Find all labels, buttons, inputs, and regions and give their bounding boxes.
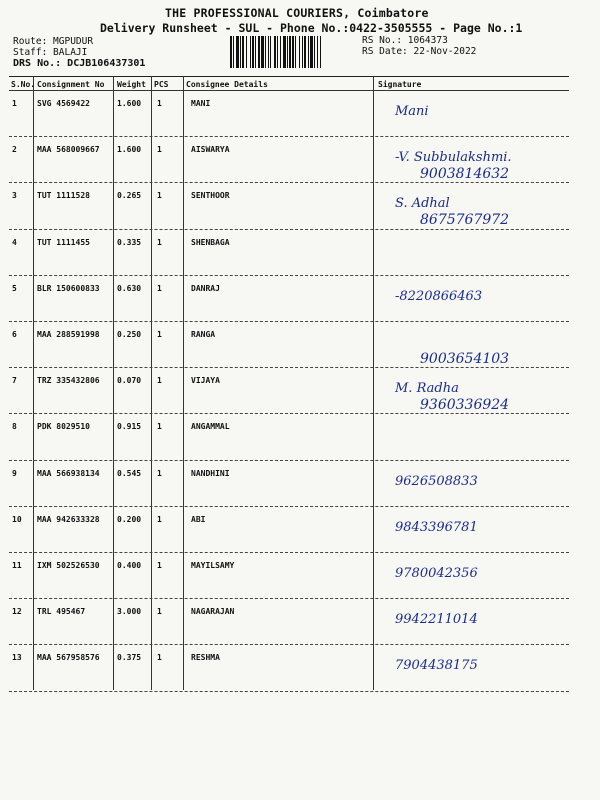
row-consignee: MAYILSAMY xyxy=(191,561,235,570)
row-sno: 11 xyxy=(12,561,22,570)
row-consignment-no: TUT 1111455 xyxy=(37,237,90,247)
row-signature-phone: 9360336924 xyxy=(420,397,510,414)
row-sno: 5 xyxy=(12,283,17,293)
row-consignee: ANGAMMAL xyxy=(191,422,230,432)
row-consignment-no: BLR 150600833 xyxy=(37,283,100,293)
row-pcs: 1 xyxy=(157,561,162,570)
row-pcs: 1 xyxy=(157,653,162,663)
row-sno: 9 xyxy=(12,468,17,478)
row-consignee: NANDHINI xyxy=(191,468,230,478)
row-weight: 0.915 xyxy=(117,422,142,432)
row-divider xyxy=(9,413,569,414)
row-pcs: 1 xyxy=(157,191,162,201)
row-pcs: 1 xyxy=(157,99,162,108)
row-divider xyxy=(9,321,569,322)
row-signature-phone: 9003654103 xyxy=(420,351,510,367)
row-divider xyxy=(9,552,569,553)
row-weight: 0.630 xyxy=(117,283,142,293)
row-consignee: NAGARAJAN xyxy=(191,607,235,617)
row-divider xyxy=(9,182,569,183)
row-divider xyxy=(9,598,569,599)
row-consignment-no: SVG 4569422 xyxy=(37,99,90,108)
row-weight: 0.400 xyxy=(117,561,142,570)
row-consignment-no: IXM 502526530 xyxy=(37,561,100,570)
row-pcs: 1 xyxy=(157,514,162,524)
rs-info xyxy=(362,35,476,57)
row-consignment-no: PDK 8029510 xyxy=(37,422,90,432)
row-consignee: MANI xyxy=(191,99,211,108)
row-consignee: AISWARYA xyxy=(191,145,230,155)
rs-date: RS Date: 22-Nov-2022 xyxy=(362,46,477,57)
row-sno: 6 xyxy=(12,330,17,339)
row-sno: 2 xyxy=(12,145,17,155)
row-weight: 0.375 xyxy=(117,653,142,663)
row-consignment-no: MAA 566938134 xyxy=(37,468,100,478)
row-pcs: 1 xyxy=(157,376,162,386)
row-pcs: 1 xyxy=(157,468,162,478)
row-consignee: DANRAJ xyxy=(191,283,220,293)
row-signature-phone: 9003814632 xyxy=(420,166,510,183)
row-consignee: VIJAYA xyxy=(191,376,220,386)
row-consignee: RANGA xyxy=(191,330,216,339)
row-consignee: RESHMA xyxy=(191,653,220,663)
col-header-signature: Signature xyxy=(378,80,422,89)
row-pcs: 1 xyxy=(157,422,162,432)
col-header-pcs: PCS xyxy=(154,80,169,89)
row-signature-name: Mani xyxy=(395,104,429,119)
col-header-weight: Weight xyxy=(117,80,146,89)
row-sno: 1 xyxy=(12,99,17,108)
row-divider xyxy=(9,644,569,645)
row-signature-name: 9843396781 xyxy=(395,519,478,535)
route-label: Route: MGPUDUR xyxy=(13,36,94,47)
company-title: THE PROFESSIONAL COURIERS, Coimbatore xyxy=(165,6,429,20)
row-signature-name: 9626508833 xyxy=(395,473,478,489)
row-sno: 10 xyxy=(12,514,22,524)
row-pcs: 1 xyxy=(157,607,162,617)
row-sno: 8 xyxy=(12,422,17,432)
row-divider xyxy=(9,506,569,507)
row-weight: 0.265 xyxy=(117,191,142,201)
row-pcs: 1 xyxy=(157,283,162,293)
row-consignment-no: MAA 288591998 xyxy=(37,330,100,339)
row-sno: 7 xyxy=(12,376,17,386)
row-weight: 0.335 xyxy=(117,237,142,247)
runsheet-subtitle: Delivery Runsheet - SUL - Phone No.:0422-3505555 - Page No.:1 xyxy=(100,21,523,35)
row-consignment-no: TRL 495467 xyxy=(37,607,86,617)
row-consignment-no: TRZ 335432806 xyxy=(37,376,100,386)
row-signature-phone: 8675767972 xyxy=(420,212,510,229)
row-consignee: SHENBAGA xyxy=(191,237,230,247)
row-sno: 3 xyxy=(12,191,17,201)
row-divider xyxy=(9,460,569,461)
row-consignment-no: MAA 942633328 xyxy=(37,514,100,524)
row-signature-name: 7904438175 xyxy=(395,658,478,674)
col-header-sno: S.No. xyxy=(11,80,36,89)
row-divider xyxy=(9,691,569,692)
row-weight: 0.250 xyxy=(117,330,142,339)
row-sno: 13 xyxy=(12,653,22,663)
col-header-consignee: Consignee Details xyxy=(186,80,268,89)
row-weight: 1.600 xyxy=(117,145,142,155)
row-divider xyxy=(9,136,569,137)
row-weight: 0.070 xyxy=(117,376,142,386)
row-signature-name: -V. Subbulakshmi. xyxy=(395,150,512,166)
row-weight: 3.000 xyxy=(117,607,142,617)
row-consignment-no: TUT 1111528 xyxy=(37,191,90,201)
row-weight: 0.200 xyxy=(117,514,142,524)
row-signature-name: S. Adhal xyxy=(395,196,450,212)
row-pcs: 1 xyxy=(157,145,162,155)
table-top-border xyxy=(9,76,569,77)
row-weight: 0.545 xyxy=(117,468,142,478)
route-info xyxy=(13,36,145,69)
row-weight: 1.600 xyxy=(117,99,142,108)
row-signature-name: M. Radha xyxy=(395,381,459,397)
col-header-consignment: Consignment No xyxy=(37,80,105,89)
header-divider xyxy=(9,90,569,91)
row-divider xyxy=(9,367,569,368)
row-pcs: 1 xyxy=(157,237,162,247)
rs-number: RS No.: 1064373 xyxy=(362,35,448,46)
row-sno: 4 xyxy=(12,237,17,247)
row-signature-name: -8220866463 xyxy=(395,288,483,304)
staff-label: Staff: BALAJI xyxy=(13,47,88,58)
row-sno: 12 xyxy=(12,607,22,617)
row-divider xyxy=(9,275,569,276)
row-consignee: SENTHOOR xyxy=(191,191,230,201)
row-consignee: ABI xyxy=(191,514,206,524)
row-pcs: 1 xyxy=(157,330,162,339)
row-consignment-no: MAA 568009667 xyxy=(37,145,100,155)
drs-number: DRS No.: DCJB106437301 xyxy=(13,58,146,69)
row-consignment-no: MAA 567958576 xyxy=(37,653,100,663)
row-divider xyxy=(9,229,569,230)
row-signature-name: 9780042356 xyxy=(395,566,478,581)
row-signature-name: 9942211014 xyxy=(395,612,478,628)
barcode-image xyxy=(230,36,354,68)
